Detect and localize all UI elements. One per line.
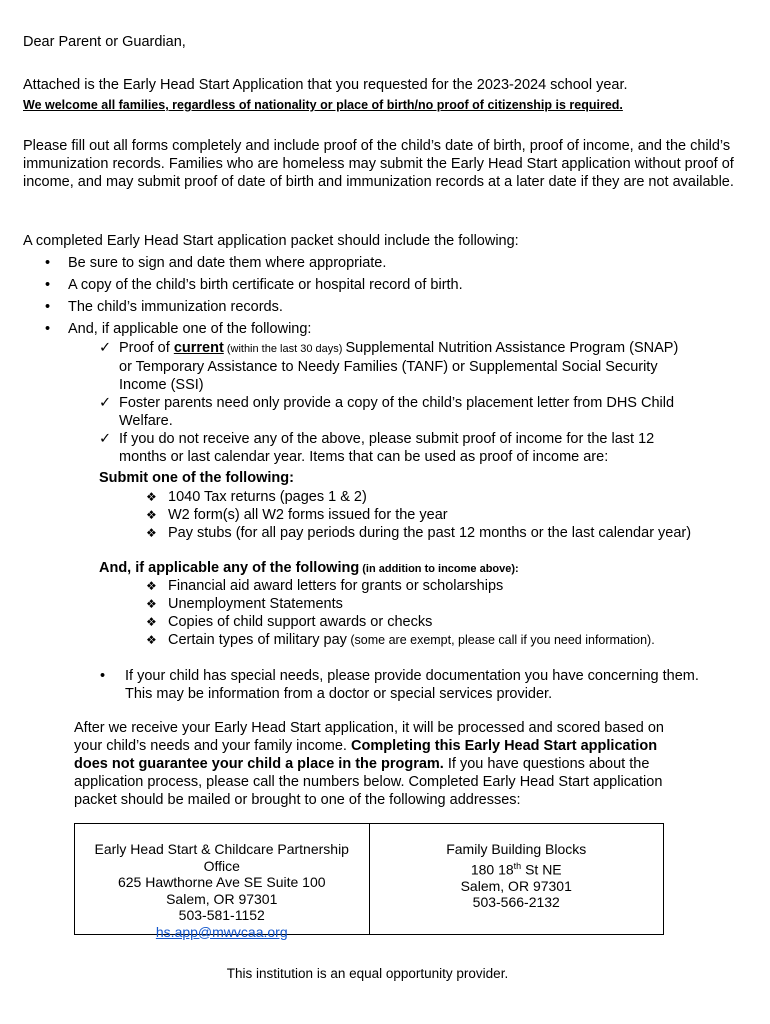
checkmark-icon: ✓	[99, 340, 112, 356]
list-item: ❖ Pay stubs (for all pay periods during the past 12 months or the last calendar year)	[146, 525, 692, 541]
office-city: Salem, OR 97301	[460, 877, 572, 894]
list-item: ❖ Financial aid award letters for grants or scholarships	[146, 578, 504, 594]
additional-heading: And, if applicable any of the following (in addition to income above):	[99, 560, 519, 576]
office-email-link[interactable]: hs.app@mwvcaa.org	[155, 923, 288, 940]
bullet-icon: •	[45, 277, 51, 293]
submit-heading: Submit one of the following:	[99, 470, 294, 486]
checkmark-icon: ✓	[99, 395, 112, 411]
list-item: • Be sure to sign and date them where appropriate.	[45, 255, 387, 271]
welcome-statement: We welcome all families, regardless of nationality or place of birth/no proof of citizenship is required.	[23, 98, 623, 112]
office-street: 180 18th St NE	[470, 860, 562, 878]
diamond-icon: ❖	[146, 526, 157, 540]
bullet-icon: •	[100, 668, 106, 684]
diamond-icon: ❖	[146, 597, 157, 611]
greeting: Dear Parent or Guardian,	[23, 34, 186, 50]
after-application-paragraph: After we receive your Early Head Start application, it will be processed and scored based on your child’s needs and your family income. Completing this Early Head Start application does not guarantee your child a place in the program. If you have questions about the application process, please call the numbers below. Completed Early Head Start application packet should be mailed or brought to one of the following addresses:	[74, 720, 664, 808]
list-item: ❖ Certain types of military pay (some are exempt, please call if you need information).	[146, 632, 655, 648]
office-address-2	[369, 824, 664, 934]
list-item: • A copy of the child’s birth certificate or hospital record of birth.	[45, 277, 463, 293]
bullet-icon: •	[45, 299, 51, 315]
list-item: ❖ 1040 Tax returns (pages 1 & 2)	[146, 489, 367, 505]
check-item: ✓ Foster parents need only provide a copy of the child’s placement letter from DHS Child Welfare.	[99, 395, 675, 429]
list-item: ❖ Unemployment Statements	[146, 596, 343, 612]
list-item: • The child’s immunization records.	[45, 299, 283, 315]
diamond-icon: ❖	[146, 579, 157, 593]
income-proof-list	[68, 339, 743, 466]
office-address-1	[75, 824, 369, 940]
office-phone: 503-581-1152	[178, 907, 265, 923]
office-phone: 503-566-2132	[472, 894, 560, 911]
list-item: • And, if applicable one of the following: ✓ Proof of current (within the last 30 days) Supplemental Nutrition Assistance Program (SNAP) or Temporary Assistance to Needy Families (TANF) or Supplemental Social Security Income (SSI) ✓ Foster parents need only provide a copy of the child’s placement letter from DHS Child Welfare. ✓ If you do not receive any of the above, please submit proof of income for the last 12 months or last calendar year. Items that can be used as proof of income are:	[23, 320, 743, 466]
submit-list	[146, 488, 691, 542]
packet-intro: A completed Early Head Start application packet should include the following:	[23, 233, 519, 249]
instructions-paragraph: Please fill out all forms completely and include proof of the child’s date of birth, proof of income, and the child’s immunization records. Families who are homeless may submit the Early Head Start application without proof of income, and may submit proof of date of birth and immunization records at a later date if they are not available.	[23, 138, 734, 190]
diamond-icon: ❖	[146, 490, 157, 504]
requirements-list	[23, 254, 743, 470]
check-item: ✓ Proof of current (within the last 30 days) Supplemental Nutrition Assistance Program (SNAP) or Temporary Assistance to Needy Families (TANF) or Supplemental Social Security Income (SSI)	[99, 340, 679, 393]
checkmark-icon: ✓	[99, 431, 112, 447]
intro-paragraph: Attached is the Early Head Start Application that you requested for the 2023-2024 school year.	[23, 77, 628, 93]
diamond-icon: ❖	[146, 633, 157, 647]
bullet-icon: •	[45, 321, 51, 337]
equal-opportunity-footer: This institution is an equal opportunity provider.	[226, 966, 509, 981]
check-item: ✓ If you do not receive any of the above, please submit proof of income for the last 12 months or last calendar year. Items that can be used as proof of income are:	[99, 431, 655, 465]
office-street: 625 Hawthorne Ave SE Suite 100	[117, 874, 326, 890]
special-needs-note: • If your child has special needs, please provide documentation you have concerning them. This may be information from a doctor or special services provider.	[100, 668, 699, 702]
diamond-icon: ❖	[146, 615, 157, 629]
bullet-icon: •	[45, 255, 51, 271]
address-table	[74, 823, 664, 940]
additional-list	[146, 577, 655, 649]
list-item: ❖ Copies of child support awards or checks	[146, 614, 433, 630]
list-item: ❖ W2 form(s) all W2 forms issued for the year	[146, 507, 448, 523]
office-name: Early Head Start & Childcare Partnership Office	[94, 841, 349, 874]
office-city: Salem, OR 97301	[166, 890, 278, 907]
office-name: Family Building Blocks	[446, 841, 587, 857]
diamond-icon: ❖	[146, 508, 157, 522]
